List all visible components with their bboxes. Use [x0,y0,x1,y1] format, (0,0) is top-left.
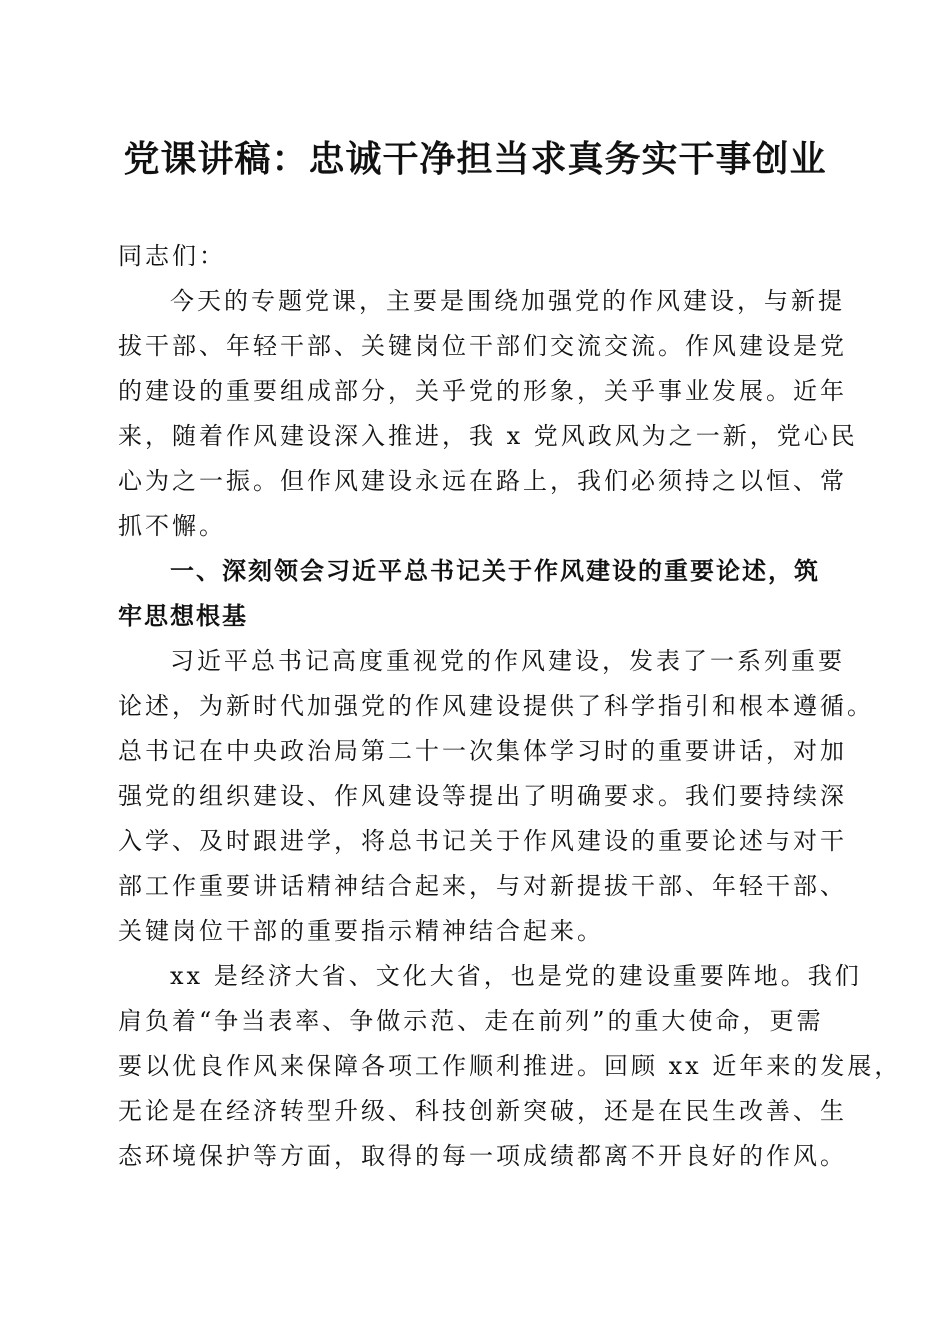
paragraph-3-line-2: 肩负着“争当表率、争做示范、走在前列”的重大使命，更需 [118,1007,824,1035]
paragraph-1-line-2: 拔干部、年轻干部、关键岗位干部们交流交流。作风建设是党 [118,332,847,360]
paragraph-3-line-1: xx 是经济大省、文化大省，也是党的建设重要阵地。我们 [170,962,862,990]
paragraph-2-line-1: 习近平总书记高度重视党的作风建设，发表了一系列重要 [170,647,845,675]
paragraph-1-line-3: 的建设的重要组成部分，关乎党的形象，关乎事业发展。近年 [118,377,847,405]
paragraph-3-line-3: 要以优良作风来保障各项工作顺利推进。回顾 xx 近年来的发展， [118,1052,902,1080]
section-heading-line-1: 一、深刻领会习近平总书记关于作风建设的重要论述，筑 [170,557,820,585]
paragraph-3-line-5: 态环境保护等方面，取得的每一项成绩都离不开良好的作风。 [118,1142,847,1170]
paragraph-1-line-4: 来，随着作风建设深入推进，我 x 党风政风为之一新，党心民 [118,422,858,450]
paragraph-2-line-5: 入学、及时跟进学，将总书记关于作风建设的重要论述与对干 [118,827,847,855]
paragraph-1-line-5: 心为之一振。但作风建设永远在路上，我们必须持之以恒、常 [118,467,847,495]
paragraph-1-line-1: 今天的专题党课，主要是围绕加强党的作风建设，与新提 [170,287,845,315]
paragraph-2-line-7: 关键岗位干部的重要指示精神结合起来。 [118,917,604,945]
paragraph-2-line-4: 强党的组织建设、作风建设等提出了明确要求。我们要持续深 [118,782,847,810]
paragraph-2-line-6: 部工作重要讲话精神结合起来，与对新提拔干部、年轻干部、 [118,872,847,900]
paragraph-2-line-2: 论述，为新时代加强党的作风建设提供了科学指引和根本遵循。 [118,692,874,720]
salutation-line: 同志们： [118,242,226,270]
document-body [118,234,902,1179]
paragraph-3-line-4: 无论是在经济转型升级、科技创新突破，还是在民生改善、生 [118,1097,847,1125]
paragraph-2-line-3: 总书记在中央政治局第二十一次集体学习时的重要讲话，对加 [118,737,847,765]
document-title: 党课讲稿：忠诚干净担当求真务实干事创业 [123,138,827,180]
section-heading-line-2: 牢思想根基 [118,602,248,630]
paragraph-1-line-6: 抓不懈。 [118,512,226,540]
